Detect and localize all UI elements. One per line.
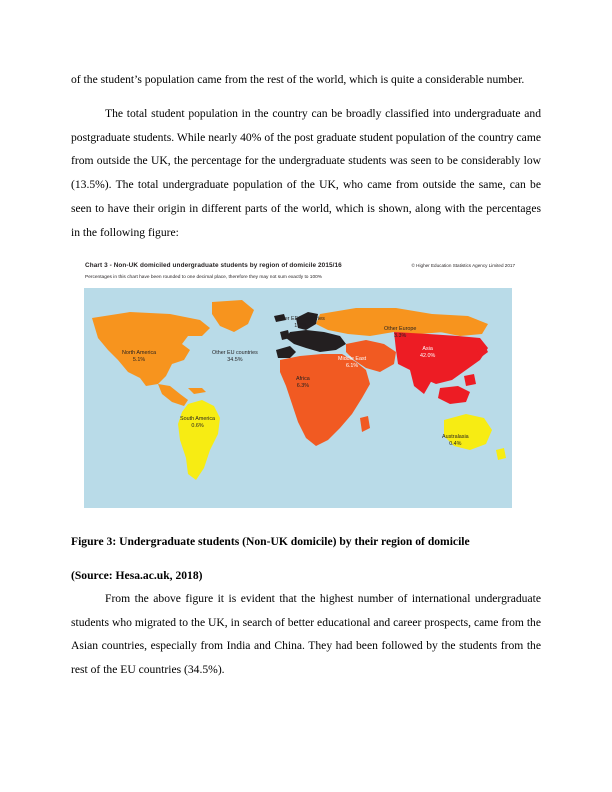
label-north-america: North America 5.1%	[122, 350, 157, 364]
region-philippines	[464, 374, 476, 386]
label-other-eu: Other EU countries 34.5%	[212, 350, 258, 364]
figure-caption: Figure 3: Undergraduate students (Non-UK domicile) by their region of domicile	[71, 535, 470, 549]
world-map	[84, 288, 512, 508]
chart-subtitle: Percentages in this chart have been rounded to one decimal place, therefore they may not sum exactly to 100%	[85, 275, 323, 281]
region-antarctica	[84, 498, 512, 508]
label-africa: Africa 6.3%	[296, 376, 310, 390]
label-other-eea: Other EEA countries 1.7%	[276, 316, 325, 330]
paragraph-2: The total student population in the country can be broadly classified into undergraduate and postgraduate students. While nearly 40% of the post graduate student population of the country came from outside the UK, the percentage for the undergraduate students was seen to be considerably low (13.5%). The total undergraduate population of the UK, who came from outside the same, can be seen to have their origin in different parts of the world, which is shown, along with the percentages in the following figure:	[71, 106, 541, 239]
paragraph-1: of the student’s population came from the rest of the world, which is quite a considerable number.	[71, 73, 525, 86]
label-south-america: South America 0.6%	[180, 416, 216, 430]
label-other-europe: Other Europe 3.3%	[384, 326, 417, 340]
label-asia: Asia 42.0%	[420, 346, 436, 360]
label-australasia: Australasia 0.4%	[442, 434, 469, 448]
page-content	[71, 68, 541, 682]
figure-3	[71, 262, 541, 586]
paragraph-3: From the above figure it is evident that the highest number of international undergraduate students who migrated to the UK, in search of better educational and career prospects, came from the Asian countries, especially from India and China. They had been followed by the students from the rest of the EU countries (34.5%).	[71, 591, 541, 677]
figure-source: (Source: Hesa.ac.uk, 2018)	[71, 568, 203, 582]
label-middle-east: Middle East 6.1%	[338, 356, 367, 370]
chart-title: Chart 3 - Non-UK domiciled undergraduate students by region of domicile 2015/16	[85, 262, 342, 270]
paragraph-spacer	[71, 92, 541, 102]
chart-credit: © Higher Education Statistics Agency Limited 2017	[411, 263, 515, 269]
